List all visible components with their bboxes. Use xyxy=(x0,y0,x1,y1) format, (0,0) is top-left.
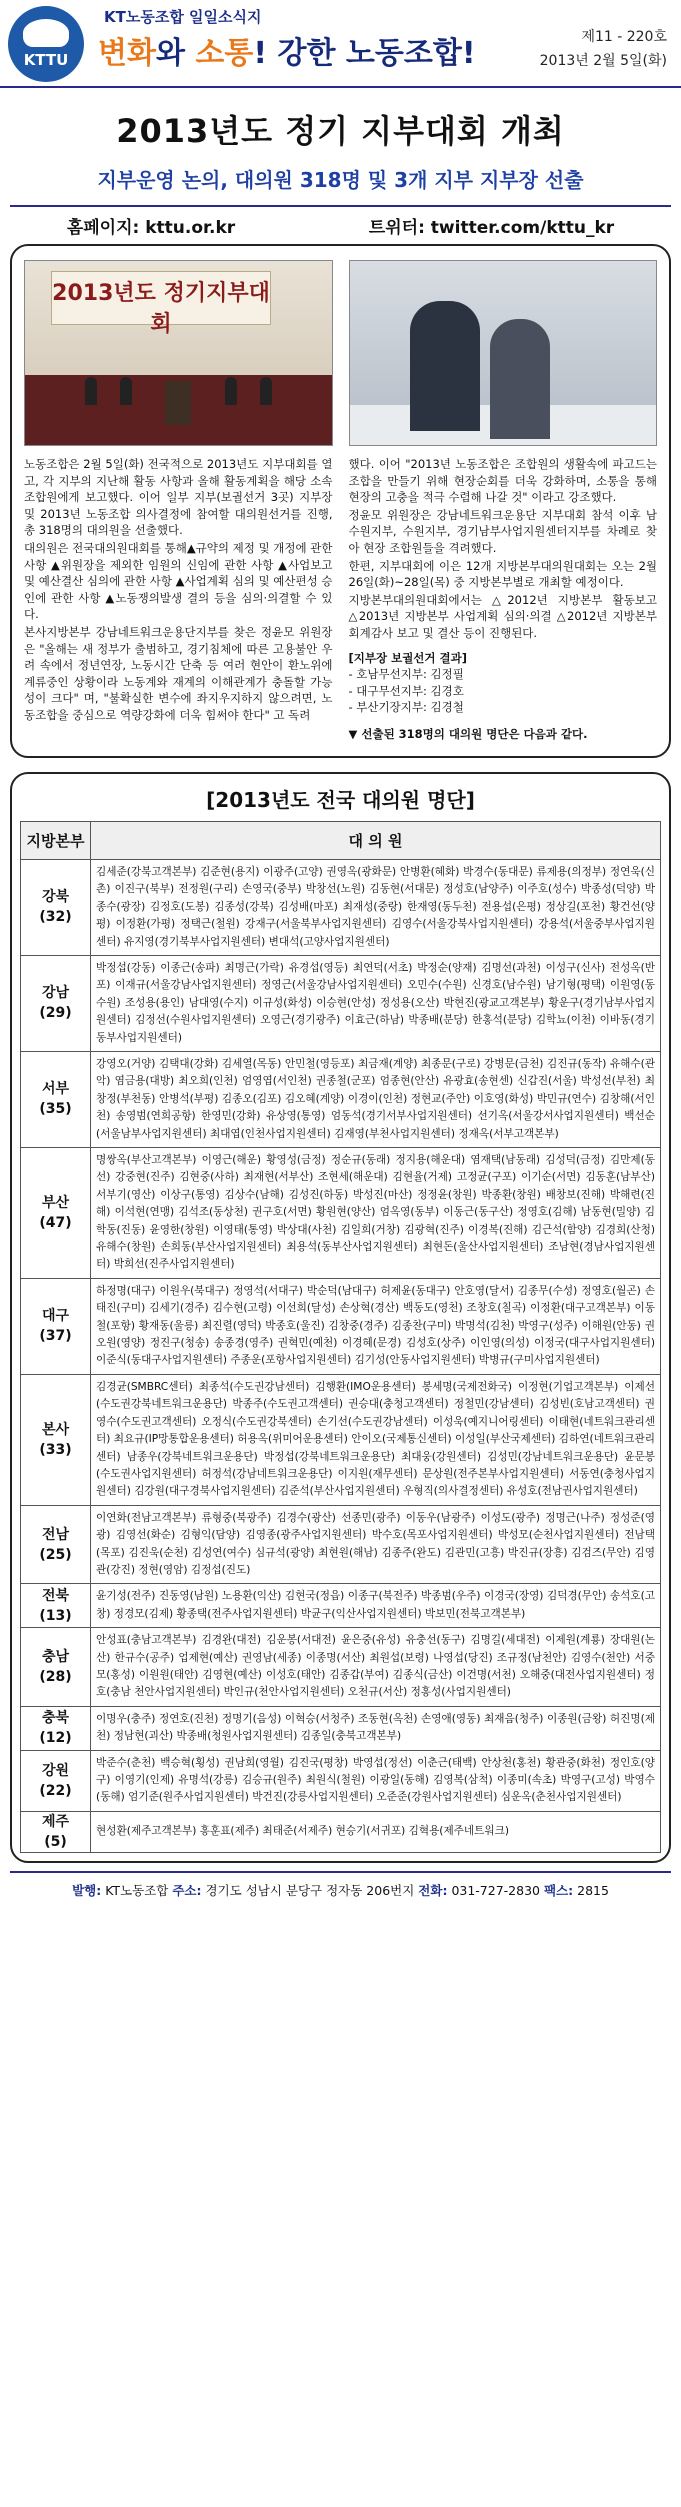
members-column-header: 대 의 원 xyxy=(91,821,661,859)
roster-members-cell: 김세준(강북고객본부) 김준현(용지) 이광주(고양) 권영옥(광화문) 안병환(혜화) 박경수(동대문) 류제용(의정부) 정연욱(신촌) 이진구(북부) 전정원(구리) 손영국(중부) 박창선(노원) 김동현(서대문) 정성호(남양주) 이주호(성수) 박종성(덕양) 박종수(광장) 김정호(도봉) 김종성(강북) 김성배(마포) 최재성(중랑) 한재영(동두천) 전용섭(은평) 정상길(포천) 황건선(양평) 이정환(가평) 정택근(철원) 강재구(서울북부사업지원센터) 김영수(서울강북사업지원센터) 강용석(서울중부사업지원센터) 유지영(경기북부사업지원센터) 변대석(고양사업지원센터) xyxy=(91,859,661,955)
roster-region-cell xyxy=(21,1278,91,1374)
masthead xyxy=(0,0,681,88)
roster-region-cell xyxy=(21,1051,91,1147)
region-count: (5) xyxy=(44,1833,67,1850)
roster-region-cell xyxy=(21,1505,91,1584)
roster-region-cell xyxy=(21,1374,91,1505)
roster-row xyxy=(21,1628,661,1707)
headline xyxy=(10,96,671,207)
region-name: 제주 xyxy=(41,1813,70,1830)
kttu-logo xyxy=(8,6,84,82)
roster-row xyxy=(21,1706,661,1750)
roster-title: [2013년도 전국 대의원 명단] xyxy=(206,787,475,812)
region-name: 서부 xyxy=(41,1081,70,1098)
logo-emblem-icon xyxy=(23,19,69,47)
article-paragraph: 지방본부대의원대회에서는 △2012년 지방본부 활동보고 △2013년 지방본부 사업계획 심의·의결 △2012년 지방본부 회계감사 보고 및 결산 등이 진행된다. xyxy=(348,592,657,640)
roster-row xyxy=(21,1584,661,1628)
roster-members-cell: 명쌍옥(부산고객본부) 이영근(해운) 황영성(금정) 정순규(동래) 정지용(해운대) 염재택(남동래) 김성덕(금정) 김만제(동선) 강중현(진주) 김현중(사하) 최재현(서부산) 조현세(해운대) 김현율(거제) 고정균(구포) 이기순(서면) 김동훈(남부산) 서부기(영산) 이상구(통영) 김상수(남해) 김성진(하동) 박성진(마산) 정정윤(창원) 박종환(창원) 배창보(진해) 박해련(진해) 이석현(연맹) 김석조(동상천) 권구호(서면) 황원현(양산) 엄옥영(동부) 이동근(동구산) 정영호(김해) 남동현(밀양) 김학동(진동) 윤영한(창원) 이영태(통영) 박상대(사천) 김일희(거창) 김광혁(진주) 이경복(진해) 김근석(함양) 김경희(산청) 유해수(창원) 손희동(부산사업지원센터) 최용석(동부산사업지원센터) 최현돈(울산사업지원센터) 조남현(경남사업지원센터) 박희선(진주사업지원센터) xyxy=(91,1148,661,1279)
roster-members-cell: 김경균(SMBRC센터) 최종석(수도권강남센터) 김행환(IMO운용센터) 봉세명(국제전화국) 이정현(기업고객본부) 이제선(수도권강북네트워크운용단) 박종주(수도권고객센터) 권승대(충청고객센터) 정철민(강남센터) 김성빈(호남고객센터) 권영수(수도권고객센터) 오정식(수도권강북센터) 손기선(수도권강남센터) 이성욱(예지니어링센터) 이태현(네트워크관리센터) 최요규(IP망통합운용센터) 허용옥(위미어운용센터) 안이오(국제통신센터) 이성일(부산국제센터) 김하연(네트워크관리센터) 남종우(강북네트워크운용단) 박정섭(강북네트워크운용단) 최대웅(강원센터) 김성민(강남네트워크운용단) 윤문봉(수도권사업지원센터) 허정석(강남네트워크운용단) 이지원(재무센터) 문상원(전주본부사업지원센터) 서동연(충청사업지원센터) 김강원(대구경북사업지원센터) 김준석(부산사업지원센터) 우형직(의사결정센터) 유성호(전남권사업지원센터) xyxy=(91,1374,661,1505)
election-results xyxy=(349,650,658,716)
election-result: - 부산기장지부: 김경철 xyxy=(348,700,464,715)
fax: 2815 xyxy=(577,1882,609,1898)
roster-region-cell xyxy=(21,1628,91,1707)
publisher: KT노동조합 xyxy=(105,1882,169,1898)
roster-row xyxy=(21,859,661,955)
paper-name: KT노동조합 일일소식지 xyxy=(104,8,262,26)
photo-banner-text: 2013년도 정기지부대회 xyxy=(52,281,270,337)
region-count: (37) xyxy=(39,1328,72,1345)
roster-members-cell: 현성환(제주고객본부) 홍훈표(제주) 최태준(서제주) 현승기(서귀포) 김혁용(제주네트워크) xyxy=(91,1811,661,1852)
roster-region-cell xyxy=(21,1584,91,1628)
article-body-right xyxy=(349,456,658,642)
roster-region-cell xyxy=(21,859,91,955)
roster-body xyxy=(21,859,661,1852)
article-paragraph: 노동조합은 2월 5일(화) 전국적으로 2013년도 지부대회를 열고, 각 지부의 지난해 활동 사항과 올해 활동계획을 해당 소속조합원에게 보고했다. 이어 일부 지부(보궐선거 3곳) 지부장 및 2013년 노동조합 의사결정에 참여할 대의원선거를 진행, 총 318명의 대의원을 선출했다. xyxy=(24,457,333,538)
slogan-part4: ! 강한 노동조합! xyxy=(253,36,476,71)
slogan xyxy=(98,28,476,72)
publisher-label: 발행: xyxy=(72,1882,102,1898)
roster-members-cell: 윤기성(전주) 진동영(남원) 노용환(익산) 김현국(정읍) 이종구(북전주) 박종범(우주) 이경국(장영) 김덕경(무안) 송석호(고창) 정경모(김제) 황종택(전주사업지원센터) 박균구(익산사업지원센터) 박보민(전북고객본부) xyxy=(91,1584,661,1628)
article-right-column xyxy=(349,260,658,742)
twitter-link[interactable]: 트위터: twitter.com/kttu_kr xyxy=(368,218,615,238)
footer xyxy=(10,1871,671,1905)
phone: 031-727-2830 xyxy=(451,1882,540,1898)
link-bar xyxy=(0,207,681,244)
roster-region-cell xyxy=(21,955,91,1051)
region-name: 전남 xyxy=(41,1526,70,1543)
headline-title: 2013년도 정기 지부대회 개최 xyxy=(116,112,565,150)
roster-notice: ▼ 선출된 318명의 대의원 명단은 다음과 같다. xyxy=(348,726,588,741)
article-paragraph: 대의원은 전국대의원대회를 통해▲규약의 제정 및 개정에 관한 사항 ▲위원장을 제외한 임원의 신임에 관한 사항 ▲사업보고 및 예산결산 심의에 관한 사항 ▲사업계획 심의 및 예산편성 승인에 관한 사항 ▲노동쟁의발생 결의 등을 심의·의결할 수 있다. xyxy=(24,540,333,622)
phone-label: 전화: xyxy=(418,1882,448,1898)
region-count: (32) xyxy=(39,909,72,926)
roster-members-cell: 안성표(충남고객본부) 김경완(대전) 김운봉(서대전) 윤은중(유성) 유충선(동구) 김명길(세대전) 이제원(계룡) 장대원(논산) 한규수(공주) 업제현(예산) 권영남(세종) 이종명(서산) 최원섭(보령) 나영섭(당진) 조규정(남천안) 김영수(천안) 서중모(홍성) 이원원(태안) 김영현(예산) 이성호(태안) 김종갑(부여) 김종식(금산) 이건명(서천) 오해중(대전사업지원센터) 정호(충남 천안사업지원센터) 박인규(천안사업지원센터) 오천규(서산) 정홍성(사업지원센터) xyxy=(91,1628,661,1707)
article-left-column xyxy=(24,260,333,742)
photo-person xyxy=(490,319,550,439)
election-heading: [지부장 보궐선거 결과] xyxy=(348,650,467,665)
roster-region-cell xyxy=(21,1148,91,1279)
roster-members-cell: 이연화(전남고객본부) 류형중(북광주) 김경수(광산) 선종민(광주) 이동우(남광주) 이성도(광주) 정명근(나주) 정성준(영광) 김영선(화순) 김형익(담양) 김영종(광주사업지원센터) 박수호(목포사업지원센터) 박성모(순천사업지원센터) 전남택(목포) 김진욱(순천) 김성연(여수) 심규석(광양) 최현원(해남) 김종주(완도) 김관민(고흥) 박진규(장흥) 김검즈(무안) 김영관(강진) 정현(영암) 김정섭(진도) xyxy=(91,1505,661,1584)
region-count: (47) xyxy=(39,1214,72,1231)
article-paragraph: 정윤모 위원장은 강남네트워크운용단 지부대회 참석 이후 남수원지부, 수원지부, 경기남부사업지원센터지부를 차례로 찾아 현장 조합원들을 격려했다. xyxy=(348,507,657,555)
region-name: 부산 xyxy=(41,1194,70,1211)
roster-members-cell: 박준수(춘천) 백승혁(횡성) 권남희(영월) 김진국(평창) 박영섭(정선) 이춘근(태백) 안상천(홍천) 황관중(화천) 정인호(양구) 이영기(인제) 유명석(강릉) 김승규(원주) 최원식(철원) 이광일(동해) 김영복(삼척) 이종미(속초) 박영구(고성) 박영수(동해) 엄기준(원주사업지원센터) 박건진(강릉사업지원센터) 오준준(강원사업지원센터) 심운옥(춘천사업지원센터) xyxy=(91,1750,661,1811)
fax-label: 팩스: xyxy=(543,1882,574,1898)
roster-members-cell: 하정명(대구) 이원우(북대구) 정영석(서대구) 박순덕(남대구) 허제윤(동대구) 안호영(달서) 김종무(수성) 정영호(월곤) 손태진(구미) 김세기(경주) 김수현(고령) 이선희(달성) 손상혁(경산) 백동도(영천) 조창호(칠곡) 이정환(대구고객본부) 이동철(포항) 황재동(울릉) 최진렬(영덕) 박종호(울진) 김창중(경주) 김종찬(구미) 박명석(김천) 박영구(성주) 이해원(안동) 권오원(영양) 정진구(청송) 송종경(영주) 권혁민(예천) 이경혜(문경) 김성호(상주) 이인영(의성) 이정국(대구사업지원센터) 이준식(동대구사업지원센터) 주종운(포항사업지원센터) 김기성(안동사업지원센터) 박병규(구미사업지원센터) xyxy=(91,1278,661,1374)
region-column-header: 지방본부 xyxy=(21,821,91,859)
issue-number: 제11 - 220호 xyxy=(581,29,667,45)
photo-person xyxy=(225,377,237,405)
region-name: 강원 xyxy=(41,1762,70,1779)
roster-table xyxy=(20,821,661,1853)
photo-person xyxy=(120,377,132,405)
region-count: (25) xyxy=(39,1546,72,1563)
delegate-roster xyxy=(10,772,671,1863)
region-count: (35) xyxy=(39,1101,72,1118)
region-name: 강북 xyxy=(41,889,70,906)
address-label: 주소: xyxy=(172,1882,202,1898)
roster-members-cell: 이명우(충주) 정연호(진천) 정명기(음성) 이혁승(서청주) 조동현(옥천) 손영애(영동) 최재음(청주) 이종원(금왕) 허진명(제천) 정남현(괴산) 박종배(청원사업지원센터) 김종일(충북고객본부) xyxy=(91,1706,661,1750)
roster-row xyxy=(21,1811,661,1852)
roster-region-cell xyxy=(21,1750,91,1811)
photo-banner xyxy=(51,271,271,337)
roster-row xyxy=(21,1148,661,1279)
address: 경기도 성남시 분당구 정자동 206번지 xyxy=(205,1882,415,1898)
region-name: 대구 xyxy=(41,1308,70,1325)
roster-members-cell: 박정섭(강동) 이종근(송파) 최명근(가락) 유경섭(영등) 최연덕(서초) 박정순(양재) 김명선(과천) 이성구(신사) 전성옥(반포) 이재규(서울강남사업지원센터) 정영근(서울강남사업지원센터) 오민수(수원) 신경호(남수원) 남기형(평택) 이원영(동수원) 조성용(용인) 남대영(수지) 이규성(화성) 이승현(안성) 정성용(오산) 박현진(광교고객본부) 황운구(경기남부사업지원센터) 김정선(수원사업지원센터) 오영근(경기광주) 이효근(하남) 박종배(분당) 한홍석(분당) 김학뇨(이천) 이바동(경기동부사업지원센터) xyxy=(91,955,661,1051)
photo-person xyxy=(85,377,97,405)
region-count: (12) xyxy=(39,1730,72,1747)
region-count: (13) xyxy=(39,1607,72,1624)
roster-members-cell: 강영오(거양) 김택대(강화) 김세열(목동) 안민철(영등포) 최금재(계양) 최종문(구로) 강병문(금천) 김진규(동작) 유해수(관악) 염금용(대방) 최오희(인천) 엄영엽(서인천) 권종철(군포) 엄종현(안산) 유광효(송현센) 신갑진(서울) 박성선(부천) 최창정(부천동) 안병석(부평) 김종오(김포) 김오혜(계양) 이경이(인천) 정현교(주안) 이호영(화성) 박민규(연수) 김창해(서인천) 송영범(연희공항) 한영민(강화) 유상영(통영) 엄동석(경기서부사업지원센터) 선기옥(서울강서사업지원센터) 백선순(서울남부사업지원센터) 최대엽(인천사업지원센터) 김재영(부천사업지원센터) 정재옥(서부고객본부) xyxy=(91,1051,661,1147)
issue-date: 2013년 2월 5일(화) xyxy=(539,53,667,69)
article-paragraph: 본사지방본부 강남네트워크운용단지부를 찾은 정윤모 위원장은 "올해는 새 정부가 출범하고, 경기침체에 따른 고용불안 우려 속에서 정년연장, 노동시간 단축 등 여러 현안이 환노위에 계류중인 상황이라 노동계와 재계의 이해관계가 충돌할 가능성이 크다" 며, "불확실한 변수에 좌지우지하지 않으려면, 노동조합을 중심으로 역량강화에 더욱 힘써야 한다" 고 독려 xyxy=(24,624,333,722)
article-body-left xyxy=(24,456,333,724)
visit-photo xyxy=(349,260,658,446)
roster-row xyxy=(21,1374,661,1505)
election-result: - 호남무선지부: 김정필 xyxy=(348,667,464,682)
region-name: 충남 xyxy=(41,1648,70,1665)
roster-row xyxy=(21,1051,661,1147)
slogan-part2: 와 xyxy=(155,36,196,71)
election-result: - 대구무선지부: 김경호 xyxy=(348,683,464,698)
headline-subtitle: 지부운영 논의, 대의원 318명 및 3개 지부 지부장 선출 xyxy=(97,168,584,192)
roster-header-row xyxy=(21,821,661,859)
logo-text: KTTU xyxy=(23,51,69,69)
region-count: (22) xyxy=(39,1782,72,1799)
convention-photo xyxy=(24,260,333,446)
region-name: 본사 xyxy=(41,1421,70,1438)
article-box xyxy=(10,244,671,758)
article-paragraph: 했다. 이어 "2013년 노동조합은 조합원의 생활속에 파고드는 조합을 만들기 위해 현장순회를 더욱 강화하며, 소통을 통해 현장의 고충을 적극 수렴해 나갈 것" 이라고 강조했다. xyxy=(348,457,657,505)
homepage-link[interactable]: 홈페이지: kttu.or.kr xyxy=(66,218,236,238)
region-name: 강남 xyxy=(41,985,70,1002)
region-count: (28) xyxy=(39,1668,72,1685)
photo-podium xyxy=(165,381,191,425)
photo-person xyxy=(410,301,480,431)
roster-row xyxy=(21,1750,661,1811)
region-count: (33) xyxy=(39,1441,72,1458)
slogan-part3: 소통 xyxy=(195,36,254,71)
roster-row xyxy=(21,955,661,1051)
roster-row xyxy=(21,1505,661,1584)
article-paragraph: 한편, 지부대회에 이은 12개 지방본부대의원대회는 오는 2월 26일(화)~28일(목) 중 지방본부별로 개최할 예정이다. xyxy=(348,558,657,590)
region-count: (29) xyxy=(39,1005,72,1022)
slogan-part1: 변화 xyxy=(98,36,156,71)
roster-region-cell xyxy=(21,1811,91,1852)
region-name: 전북 xyxy=(41,1587,70,1604)
roster-region-cell xyxy=(21,1706,91,1750)
photo-person xyxy=(260,377,272,405)
roster-row xyxy=(21,1278,661,1374)
region-name: 충북 xyxy=(41,1710,70,1727)
